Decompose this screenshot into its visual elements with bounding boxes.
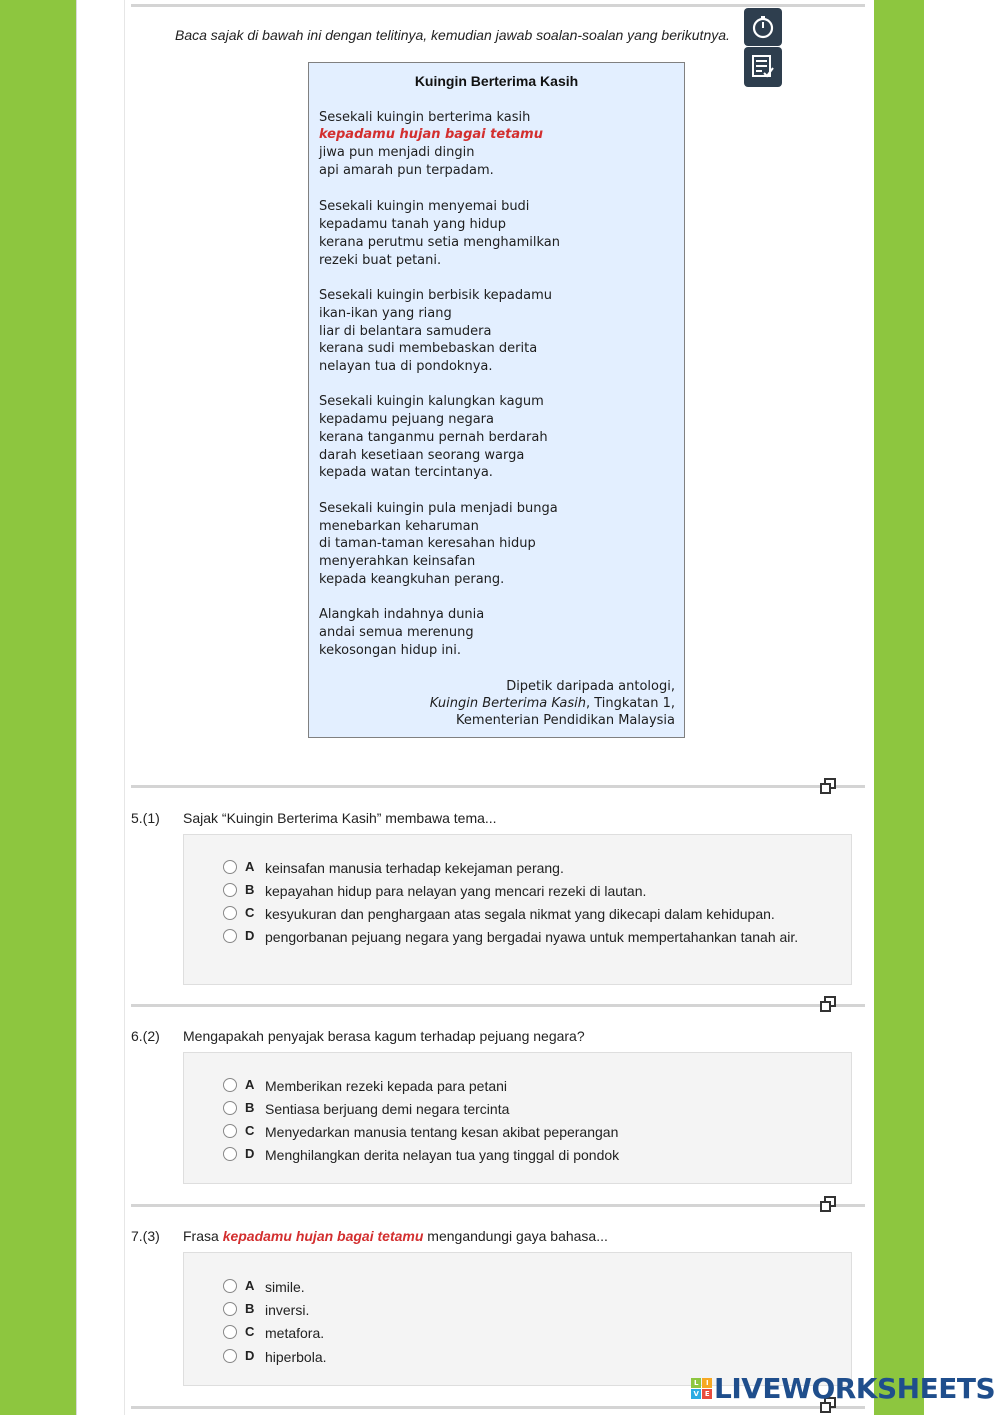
option-letter: C	[245, 905, 255, 920]
option-text: hiperbola.	[265, 1349, 327, 1365]
poem-source-anthology: Kuingin Berterima Kasih	[429, 696, 586, 711]
logo-letter: L	[691, 1378, 701, 1388]
option-letter: D	[245, 928, 255, 943]
question-text: Sajak “Kuingin Berterima Kasih” membawa tema...	[183, 810, 497, 826]
option-text: kepayahan hidup para nelayan yang mencari rezeki di lautan.	[265, 883, 647, 899]
option-letter: A	[245, 859, 255, 874]
checklist-button[interactable]	[744, 47, 782, 87]
option-text: keinsafan manusia terhadap kekejaman perang.	[265, 860, 564, 876]
radio-button[interactable]	[223, 1325, 237, 1339]
question-number: 7.(3)	[131, 1228, 160, 1244]
question-text-start: Frasa	[183, 1228, 223, 1244]
poem-line: kepadamu pejuang negara	[319, 412, 494, 427]
option-text: metafora.	[265, 1325, 325, 1341]
option-a[interactable]	[223, 1277, 305, 1297]
poem-line: kepadamu hujan bagai tetamu	[319, 127, 543, 142]
poem-line: liar di belantara samudera	[319, 324, 492, 339]
option-a[interactable]	[223, 858, 564, 878]
section-divider	[131, 785, 865, 788]
poem-line: kerana sudi membebaskan derita	[319, 341, 538, 356]
section-divider	[131, 1204, 865, 1207]
left-green-border	[0, 0, 76, 1415]
poem-line: di taman-taman keresahan hidup	[319, 536, 536, 551]
poem-line: menebarkan keharuman	[319, 519, 479, 534]
option-letter: B	[245, 1100, 255, 1115]
poem-line: kepadamu tanah yang hidup	[319, 217, 507, 232]
option-letter: B	[245, 1301, 255, 1316]
radio-button[interactable]	[223, 1101, 237, 1115]
poem-line: Alangkah indahnya dunia	[319, 607, 485, 622]
page-inner-rule	[124, 0, 125, 1415]
radio-button[interactable]	[223, 906, 237, 920]
right-green-border	[874, 0, 924, 1415]
poem-line: menyerahkan keinsafan	[319, 554, 476, 569]
poem-line: Sesekali kuingin kalungkan kagum	[319, 394, 544, 409]
right-margin	[924, 0, 1000, 1415]
radio-button[interactable]	[223, 1279, 237, 1293]
logo-letter: E	[702, 1389, 712, 1399]
option-text: inversi.	[265, 1302, 310, 1318]
restore-window-icon[interactable]	[820, 778, 836, 794]
question-number: 5.(1)	[131, 810, 160, 826]
logo-mark-icon	[691, 1378, 712, 1399]
radio-button[interactable]	[223, 883, 237, 897]
poem-line: kerana tanganmu pernah berdarah	[319, 430, 548, 445]
radio-button[interactable]	[223, 860, 237, 874]
timer-icon	[744, 8, 782, 46]
restore-window-icon[interactable]	[820, 996, 836, 1012]
option-a[interactable]	[223, 1076, 507, 1096]
question-number: 6.(2)	[131, 1028, 160, 1044]
option-text: Menghilangkan derita nelayan tua yang tinggal di pondok	[265, 1147, 620, 1163]
option-d[interactable]	[223, 927, 825, 947]
poem-line: nelayan tua di pondoknya.	[319, 359, 493, 374]
option-text: Menyedarkan manusia tentang kesan akibat peperangan	[265, 1124, 619, 1140]
question-text-end: mengandungi gaya bahasa...	[423, 1228, 608, 1244]
option-c[interactable]	[223, 904, 775, 924]
option-b[interactable]	[223, 1300, 309, 1320]
poem-title: Kuingin Berterima Kasih	[414, 73, 579, 89]
poem-source-form: , Tingkatan 1,	[585, 696, 675, 711]
option-letter: B	[245, 882, 255, 897]
poem-box	[308, 62, 685, 738]
poem-line: Sesekali kuingin berterima kasih	[319, 110, 531, 125]
option-letter: C	[245, 1123, 255, 1138]
option-text: simile.	[265, 1279, 305, 1295]
option-text: Memberikan rezeki kepada para petani	[265, 1078, 508, 1094]
poem-line: Sesekali kuingin berbisik kepadamu	[319, 288, 553, 303]
poem-line: jiwa pun menjadi dingin	[319, 145, 475, 160]
option-b[interactable]	[223, 1099, 509, 1119]
liveworksheets-logo	[691, 1372, 995, 1405]
poem-line: darah kesetiaan seorang warga	[319, 448, 525, 463]
poem-source-line3: Kementerian Pendidikan Malaysia	[456, 713, 675, 728]
option-letter: C	[245, 1324, 255, 1339]
option-c[interactable]	[223, 1122, 618, 1142]
section-divider	[131, 4, 865, 7]
poem-line: ikan-ikan yang riang	[319, 306, 452, 321]
poem-line: andai semua merenung	[319, 625, 474, 640]
logo-letter: I	[702, 1378, 712, 1388]
section-divider	[131, 1004, 865, 1007]
poem-line: kepada keangkuhan perang.	[319, 572, 505, 587]
poem-line: Sesekali kuingin pula menjadi bunga	[319, 501, 558, 516]
poem-line: kerana perutmu setia menghamilkan	[319, 235, 561, 250]
radio-button[interactable]	[223, 1147, 237, 1161]
checklist-icon	[744, 47, 782, 87]
option-c[interactable]	[223, 1323, 324, 1343]
poem-source-line2	[430, 696, 675, 711]
radio-button[interactable]	[223, 1349, 237, 1363]
option-d[interactable]	[223, 1145, 619, 1165]
option-text: pengorbanan pejuang negara yang bergadai nyawa untuk mempertahankan tanah air.	[265, 929, 799, 945]
highlighted-phrase: kepadamu hujan bagai tetamu	[222, 1228, 424, 1244]
option-b[interactable]	[223, 881, 646, 901]
poem-source-line1: Dipetik daripada antologi,	[506, 679, 675, 694]
radio-button[interactable]	[223, 1302, 237, 1316]
restore-window-icon[interactable]	[820, 1196, 836, 1212]
question-text	[183, 1228, 608, 1244]
radio-button[interactable]	[223, 1124, 237, 1138]
option-letter: D	[245, 1146, 255, 1161]
radio-button[interactable]	[223, 1078, 237, 1092]
option-letter: D	[245, 1348, 255, 1363]
option-d[interactable]	[223, 1347, 327, 1367]
option-text: Sentiasa berjuang demi negara tercinta	[265, 1101, 510, 1117]
poem-line: rezeki buat petani.	[319, 253, 442, 268]
radio-button[interactable]	[223, 929, 237, 943]
option-text: kesyukuran dan penghargaan atas segala nikmat yang dikecapi dalam kehidupan.	[265, 906, 775, 922]
question-text: Mengapakah penyajak berasa kagum terhadap pejuang negara?	[183, 1028, 585, 1044]
section-divider	[131, 1406, 865, 1409]
timer-button[interactable]	[744, 8, 782, 46]
poem-line: kepada watan tercintanya.	[319, 465, 493, 480]
logo-text: LIVEWORKSHEETS	[714, 1372, 996, 1405]
poem-line: Sesekali kuingin menyemai budi	[319, 199, 530, 214]
poem-line: kekosongan hidup ini.	[319, 643, 461, 658]
instruction-text: Baca sajak di bawah ini dengan telitinya, kemudian jawab soalan-soalan yang berikutnya.	[175, 27, 730, 43]
option-letter: A	[245, 1278, 255, 1293]
option-letter: A	[245, 1077, 255, 1092]
poem-line: api amarah pun terpadam.	[319, 163, 494, 178]
logo-letter: V	[691, 1389, 701, 1399]
